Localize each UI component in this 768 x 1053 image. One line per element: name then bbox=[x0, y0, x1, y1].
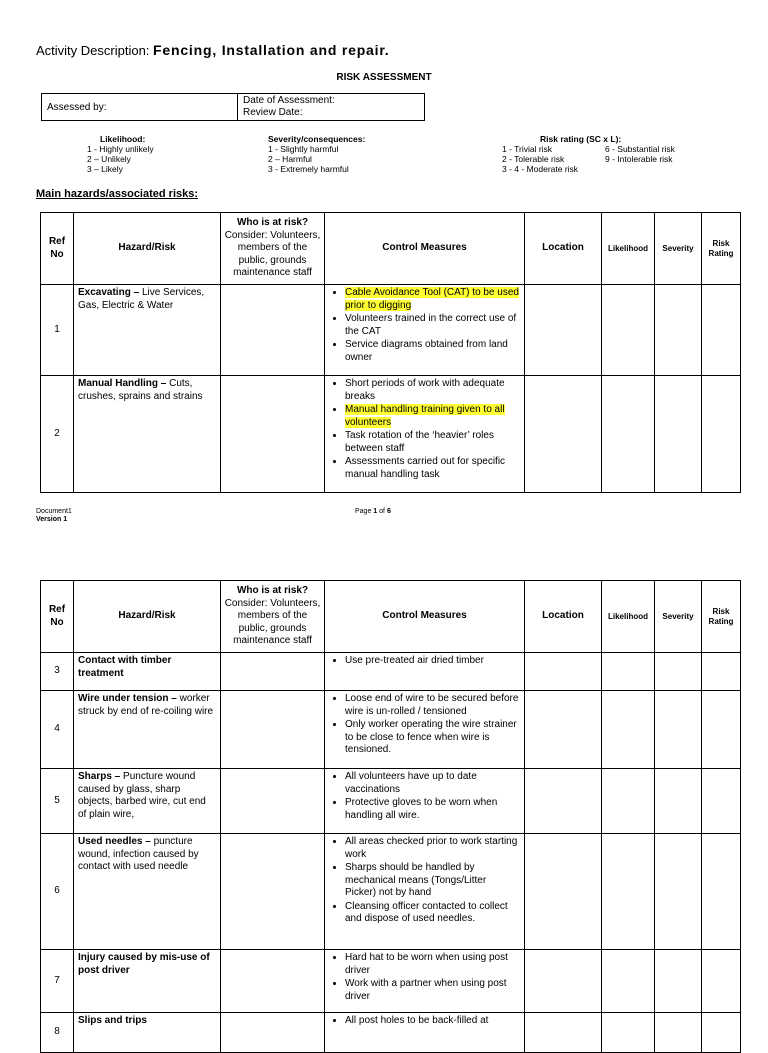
severity-item: 3 - Extremely harmful bbox=[268, 164, 349, 174]
likelihood-cell bbox=[602, 1013, 655, 1053]
control-measure-item: • Cleansing officer contacted to collect and dispose of used needles. bbox=[345, 901, 520, 926]
control-measure-item: • Work with a partner when using post driver bbox=[345, 978, 520, 1003]
location-cell bbox=[525, 834, 602, 950]
highlighted-text: Cable Avoidance Tool (CAT) to be used prior to digging bbox=[345, 287, 519, 311]
control-text: Service diagrams obtained from land owner bbox=[345, 339, 508, 363]
row-ref: 6 bbox=[41, 834, 74, 950]
header-who bbox=[221, 581, 325, 653]
likelihood-cell bbox=[602, 285, 655, 376]
document-title: RISK ASSESSMENT bbox=[336, 72, 432, 83]
likelihood-key bbox=[87, 134, 154, 174]
severity-cell bbox=[655, 376, 702, 493]
assessed-by-cell bbox=[42, 94, 238, 121]
table-row bbox=[41, 653, 741, 691]
page-number bbox=[355, 508, 391, 515]
who-cell bbox=[221, 769, 325, 834]
page-footer-left bbox=[36, 508, 72, 524]
table-row bbox=[41, 376, 741, 493]
row-ref: 3 bbox=[41, 653, 74, 691]
hazard-title: Contact with timber treatment bbox=[78, 655, 172, 679]
table-row bbox=[41, 769, 741, 834]
highlighted-text: Manual handling training given to all volunteers bbox=[345, 404, 505, 428]
hazard-separator: – bbox=[142, 836, 154, 847]
control-cell bbox=[325, 285, 525, 376]
likelihood-cell bbox=[602, 769, 655, 834]
control-measure-item bbox=[345, 287, 520, 312]
header-control: Control Measures bbox=[325, 213, 525, 285]
severity-item: 1 - Slightly harmful bbox=[268, 144, 339, 154]
control-measure-item: • Protective gloves to be worn when handling all wire. bbox=[345, 797, 520, 822]
hazard-cell bbox=[74, 691, 221, 769]
risk-rating-item: 1 - Trivial risk bbox=[502, 144, 553, 154]
header-likelihood: Likelihood bbox=[602, 581, 655, 653]
control-measure-item: • All areas checked prior to work starting work bbox=[345, 836, 520, 861]
header-ref: Ref No bbox=[41, 213, 74, 285]
who-cell bbox=[221, 285, 325, 376]
control-measure-item: • All post holes to be back-filled at bbox=[345, 1015, 520, 1028]
header-hazard: Hazard/Risk bbox=[74, 213, 221, 285]
hazard-cell bbox=[74, 653, 221, 691]
control-cell bbox=[325, 769, 525, 834]
risk-rating-key bbox=[502, 134, 702, 174]
control-cell bbox=[325, 653, 525, 691]
hazard-title: Slips and trips bbox=[78, 1015, 147, 1026]
row-ref: 7 bbox=[41, 950, 74, 1013]
severity-cell bbox=[655, 950, 702, 1013]
hazard-description: Puncture wound caused by glass, sharp objects, barbed wire, cut end of plain wire, bbox=[78, 771, 206, 820]
control-measure-item: • Hard hat to be worn when using post driver bbox=[345, 952, 520, 977]
likelihood-cell bbox=[602, 950, 655, 1013]
location-cell bbox=[525, 285, 602, 376]
header-rating: Risk Rating bbox=[702, 213, 741, 285]
rating-cell bbox=[702, 653, 741, 691]
location-cell bbox=[525, 769, 602, 834]
control-measure-item: • Only worker operating the wire strainer to be close to fence when wire is tensioned. bbox=[345, 719, 520, 757]
header-location: Location bbox=[525, 581, 602, 653]
rating-cell bbox=[702, 769, 741, 834]
hazard-cell bbox=[74, 769, 221, 834]
hazard-title: Injury caused by mis-use of post driver bbox=[78, 952, 210, 976]
table-row bbox=[41, 1013, 741, 1053]
control-measure-item: • Loose end of wire to be secured before wire is un-rolled / tensioned bbox=[345, 693, 520, 718]
hazard-title: Used needles bbox=[78, 836, 143, 847]
risk-rating-item: 6 - Substantial risk bbox=[605, 144, 675, 154]
who-cell bbox=[221, 376, 325, 493]
activity-description bbox=[36, 42, 390, 58]
who-cell bbox=[221, 950, 325, 1013]
header-hazard: Hazard/Risk bbox=[74, 581, 221, 653]
header-location: Location bbox=[525, 213, 602, 285]
table-row bbox=[41, 285, 741, 376]
location-cell bbox=[525, 376, 602, 493]
severity-cell bbox=[655, 834, 702, 950]
rating-cell bbox=[702, 1013, 741, 1053]
header-who bbox=[221, 213, 325, 285]
severity-heading: Severity/consequences: bbox=[268, 134, 366, 144]
risk-rating-item: 3 - 4 - Moderate risk bbox=[502, 164, 579, 174]
section-heading: Main hazards/associated risks: bbox=[36, 188, 199, 200]
hazard-title: Sharps bbox=[78, 771, 112, 782]
header-control: Control Measures bbox=[325, 581, 525, 653]
location-cell bbox=[525, 653, 602, 691]
row-ref: 5 bbox=[41, 769, 74, 834]
who-cell bbox=[221, 834, 325, 950]
risk-table-page-2 bbox=[40, 580, 741, 1053]
who-cell bbox=[221, 653, 325, 691]
date-of-assessment-label: Date of Assessment: bbox=[243, 95, 335, 106]
header-who-title: Who is at risk? bbox=[236, 217, 309, 229]
likelihood-item: 2 – Unlikely bbox=[87, 154, 131, 164]
likelihood-cell bbox=[602, 653, 655, 691]
header-ref: Ref No bbox=[41, 581, 74, 653]
row-ref: 4 bbox=[41, 691, 74, 769]
hazard-cell bbox=[74, 376, 221, 493]
severity-cell bbox=[655, 769, 702, 834]
likelihood-cell bbox=[602, 691, 655, 769]
header-likelihood: Likelihood bbox=[602, 213, 655, 285]
rating-cell bbox=[702, 950, 741, 1013]
header-rating: Risk Rating bbox=[702, 581, 741, 653]
assessment-dates-cell bbox=[238, 94, 425, 121]
control-measure-item bbox=[345, 404, 520, 429]
page-prefix: Page bbox=[355, 508, 374, 515]
rating-cell bbox=[702, 285, 741, 376]
rating-cell bbox=[702, 376, 741, 493]
likelihood-cell bbox=[602, 834, 655, 950]
header-who-subtitle: Consider: Volunteers, members of the public, grounds maintenance staff bbox=[224, 597, 321, 647]
rating-cell bbox=[702, 834, 741, 950]
severity-item: 2 – Harmful bbox=[268, 154, 312, 164]
assessment-info-table bbox=[41, 93, 425, 121]
hazard-cell bbox=[74, 950, 221, 1013]
hazard-separator: – bbox=[111, 771, 124, 782]
row-ref: 1 bbox=[41, 285, 74, 376]
review-date-label: Review Date: bbox=[243, 107, 303, 118]
table-row bbox=[41, 691, 741, 769]
control-measure-item: • Use pre-treated air dried timber bbox=[345, 655, 520, 668]
row-ref: 2 bbox=[41, 376, 74, 493]
header-who-title: Who is at risk? bbox=[236, 585, 309, 597]
risk-rating-heading: Risk rating (SC x L): bbox=[540, 134, 622, 144]
who-cell bbox=[221, 1013, 325, 1053]
header-severity: Severity bbox=[655, 213, 702, 285]
control-measure-item: • Volunteers trained in the correct use of the CAT bbox=[345, 313, 520, 338]
hazard-description: Cuts, crushes, sprains and strains bbox=[78, 378, 203, 402]
hazard-separator: – bbox=[168, 693, 180, 704]
document-name: Document1 bbox=[36, 508, 72, 515]
hazard-description: worker struck by end of re-coiling wire bbox=[78, 693, 214, 717]
hazard-title: Manual Handling bbox=[78, 378, 158, 389]
hazard-cell bbox=[74, 1013, 221, 1053]
hazard-title: Excavating bbox=[78, 287, 131, 298]
table-row bbox=[41, 950, 741, 1013]
likelihood-cell bbox=[602, 376, 655, 493]
hazard-separator: – bbox=[130, 287, 142, 298]
likelihood-item: 1 - Highly unlikely bbox=[87, 144, 154, 154]
hazard-description: puncture wound, infection caused by contact with used needle bbox=[78, 836, 199, 872]
activity-label: Activity Description: bbox=[36, 43, 150, 58]
hazard-separator: – bbox=[158, 378, 170, 389]
control-measure-item: • Sharps should be handled by mechanical means (Tongs/Litter Picker) not by hand bbox=[345, 862, 520, 900]
hazard-title: Wire under tension bbox=[78, 693, 169, 704]
rating-cell bbox=[702, 691, 741, 769]
control-measure-item: • All volunteers have up to date vaccinations bbox=[345, 771, 520, 796]
hazard-cell bbox=[74, 285, 221, 376]
document-version: Version 1 bbox=[36, 516, 68, 523]
control-measure-item bbox=[345, 339, 520, 364]
severity-cell bbox=[655, 1013, 702, 1053]
control-cell bbox=[325, 834, 525, 950]
severity-cell bbox=[655, 653, 702, 691]
control-cell bbox=[325, 1013, 525, 1053]
hazard-cell bbox=[74, 834, 221, 950]
likelihood-item: 3 – Likely bbox=[87, 164, 123, 174]
control-measure-item: • Task rotation of the ‘heavier’ roles between staff bbox=[345, 430, 520, 455]
severity-cell bbox=[655, 285, 702, 376]
table-row bbox=[41, 834, 741, 950]
control-cell bbox=[325, 691, 525, 769]
location-cell bbox=[525, 1013, 602, 1053]
hazard-description: Live Services, Gas, Electric & Water bbox=[78, 287, 205, 311]
page-of: of bbox=[377, 508, 387, 515]
control-cell bbox=[325, 950, 525, 1013]
table-header-row bbox=[41, 581, 741, 653]
control-cell bbox=[325, 376, 525, 493]
location-cell bbox=[525, 950, 602, 1013]
control-measure-item: • Assessments carried out for specific manual handling task bbox=[345, 456, 520, 481]
page-total: 6 bbox=[386, 508, 391, 515]
assessed-by-label: Assessed by: bbox=[47, 101, 107, 113]
severity-key bbox=[268, 134, 365, 174]
risk-rating-item: 9 - Intolerable risk bbox=[605, 154, 673, 164]
page-current: 1 bbox=[373, 508, 378, 515]
location-cell bbox=[525, 691, 602, 769]
activity-title: Fencing, Installation and repair. bbox=[153, 42, 390, 58]
risk-table-page-1 bbox=[40, 212, 741, 493]
row-ref: 8 bbox=[41, 1013, 74, 1053]
control-measure-item: • Short periods of work with adequate breaks bbox=[345, 378, 520, 403]
severity-cell bbox=[655, 691, 702, 769]
likelihood-heading: Likelihood: bbox=[100, 134, 146, 144]
header-who-subtitle: Consider: Volunteers, members of the public, grounds maintenance staff bbox=[224, 229, 321, 279]
header-severity: Severity bbox=[655, 581, 702, 653]
who-cell bbox=[221, 691, 325, 769]
table-header-row bbox=[41, 213, 741, 285]
risk-rating-item: 2 - Tolerable risk bbox=[502, 154, 565, 164]
